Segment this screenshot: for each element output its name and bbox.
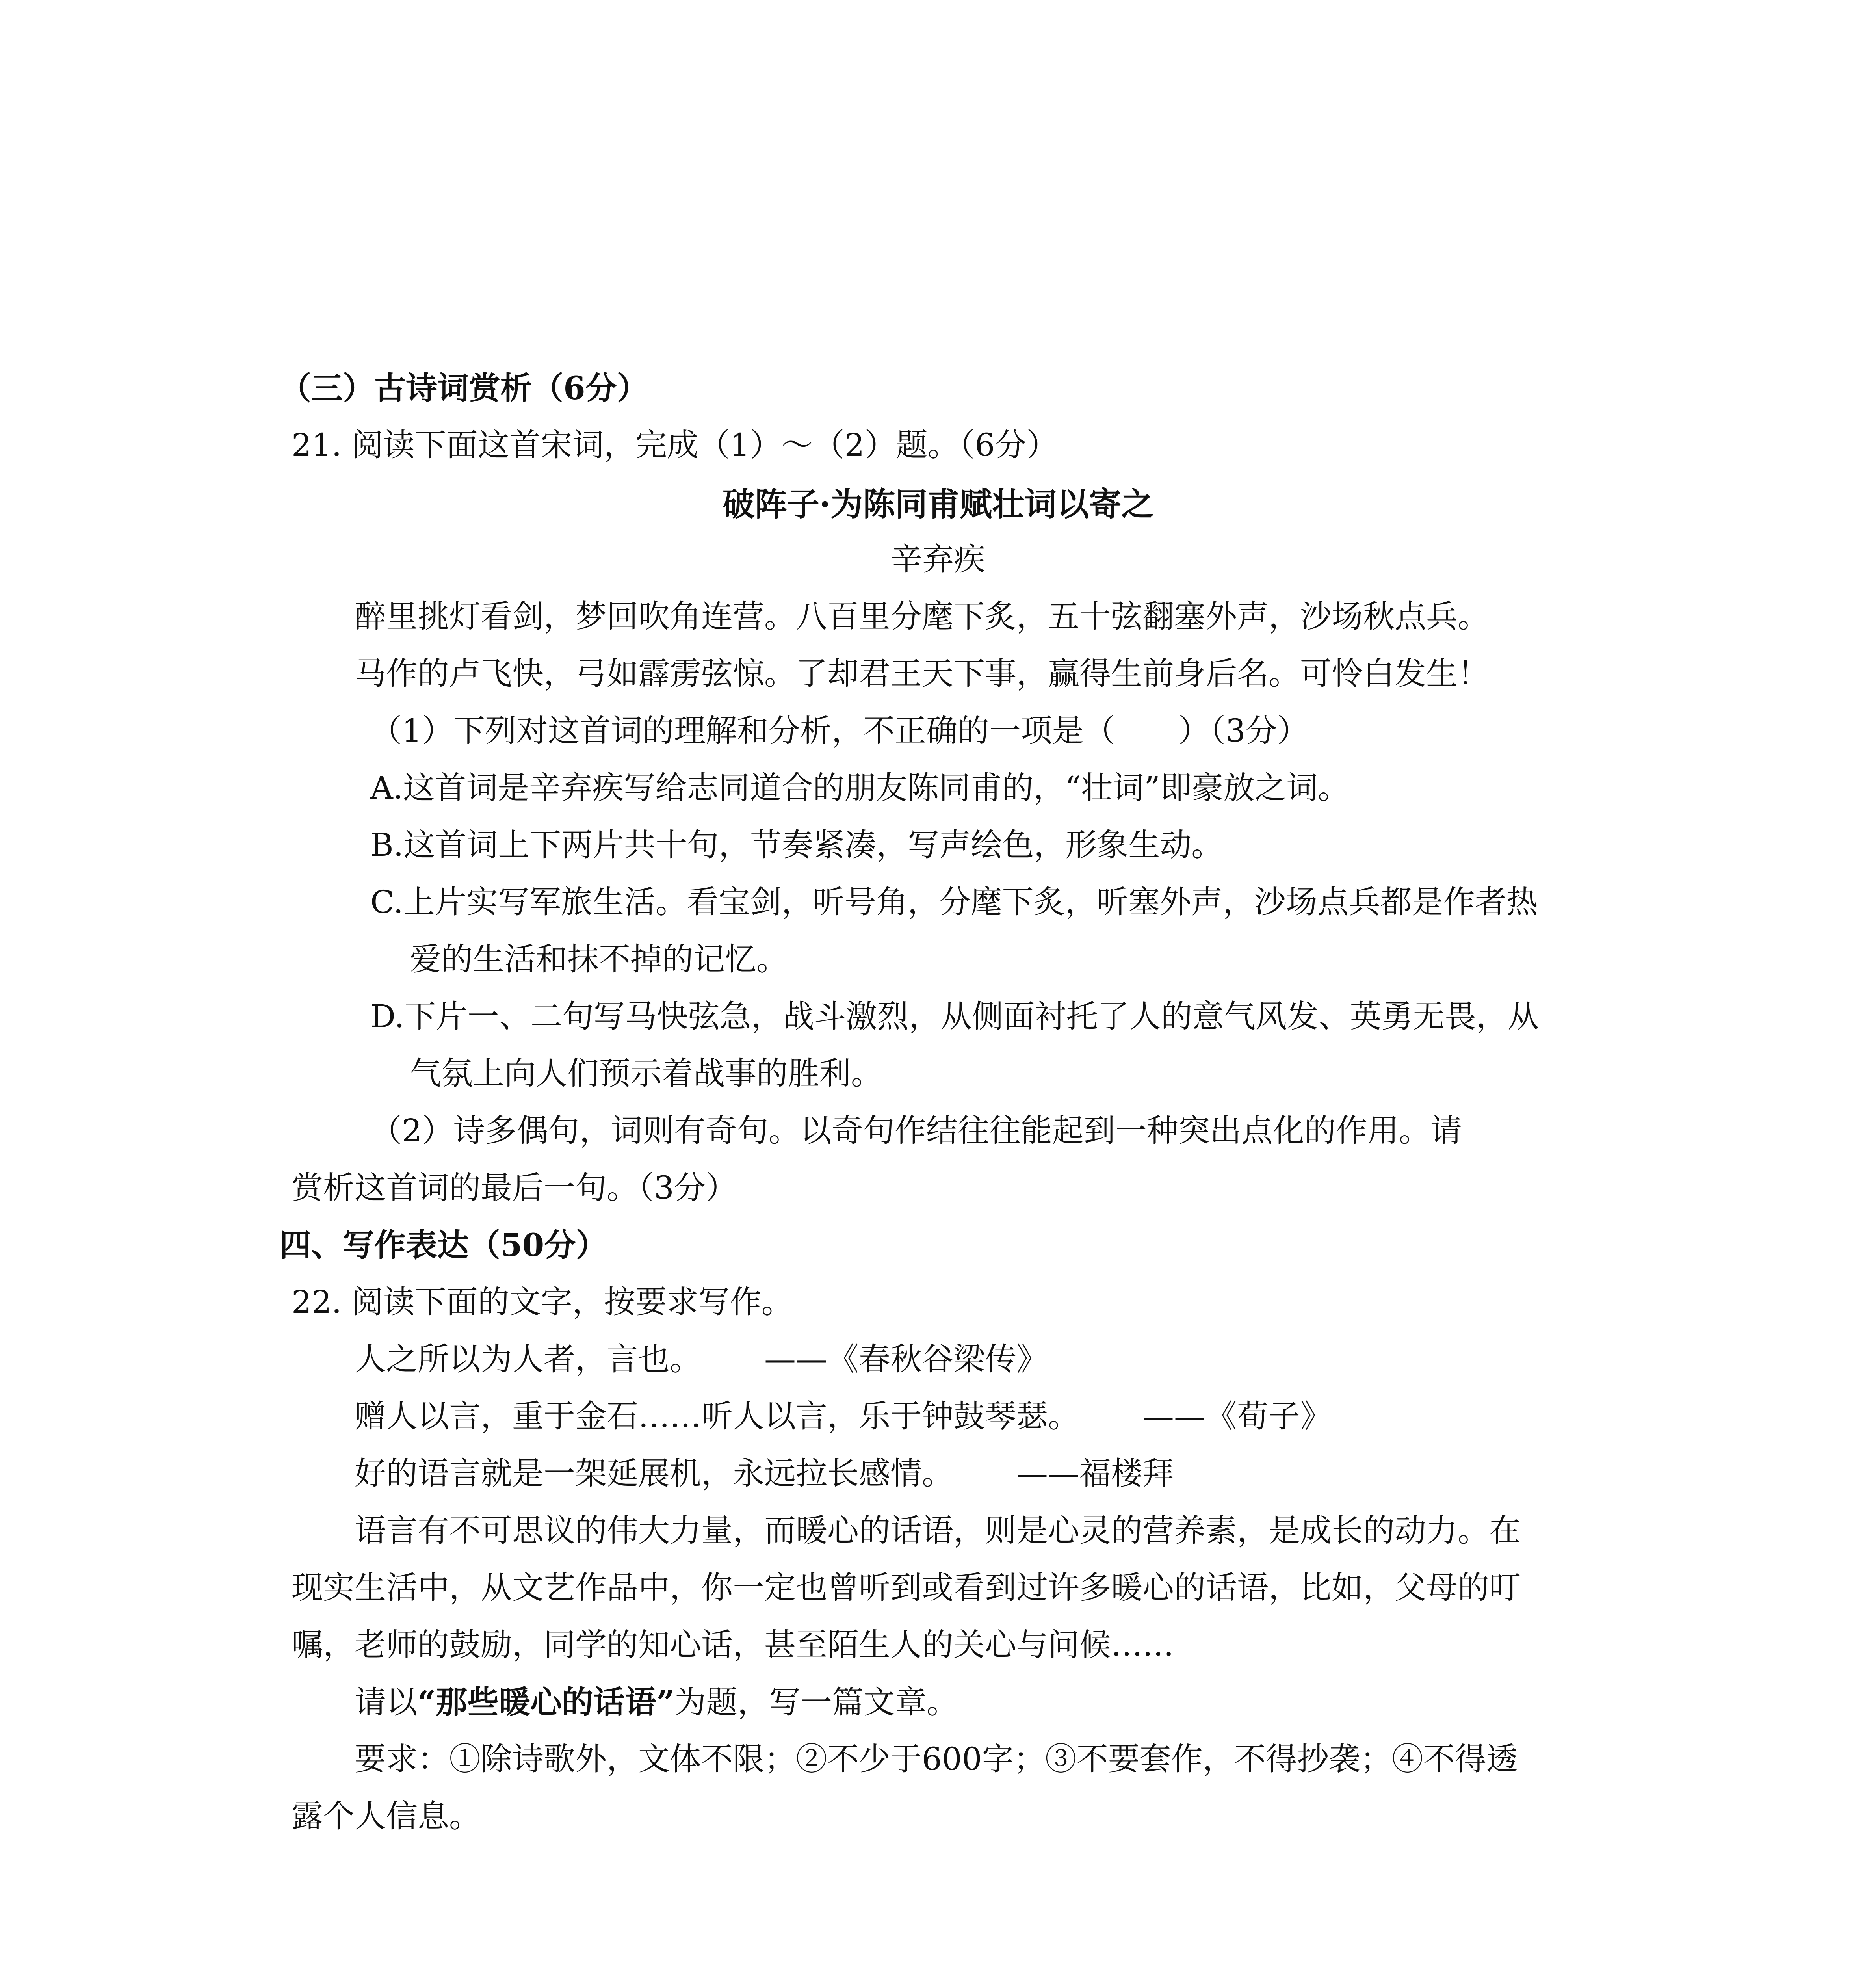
material-line: 嘱，老师的鼓励，同学的知心话，甚至陌生人的关心与问候……: [292, 1626, 1174, 1663]
quote-text: 赠人以言，重于金石……听人以言，乐于钟鼓琴瑟。: [355, 1398, 1079, 1435]
quote-text: 人之所以为人者，言也。: [355, 1341, 701, 1377]
option-b: B.这首词上下两片共十句，节奏紧凑，写声绘色，形象生动。: [370, 827, 1223, 863]
poem-author: 辛弃疾: [891, 541, 985, 578]
quote-2: [355, 1395, 1332, 1438]
q21-prompt: 21. 阅读下面这首宋词，完成（1）～（2）题。（6分）: [292, 427, 1058, 463]
task-title: “那些暖心的话语”: [418, 1684, 675, 1721]
quote-source: ——福楼拜: [1016, 1455, 1174, 1492]
material-line: 语言有不可思议的伟大力量，而暖心的话语，则是心灵的营养素，是成长的动力。在: [355, 1512, 1521, 1549]
requirements-line: 要求：①除诗歌外，文体不限；②不少于600字；③不要套作，不得抄袭；④不得透: [355, 1741, 1518, 1777]
quote-3: [355, 1452, 1174, 1495]
section3-heading: （三）古诗词赏析（6分）: [280, 370, 648, 407]
q21-sub2-line2: 赏析这首词的最后一句。（3分）: [292, 1169, 737, 1206]
quote-text: 好的语言就是一架延展机，永远拉长感情。: [355, 1455, 953, 1492]
task-suffix: 为题，写一篇文章。: [674, 1684, 958, 1721]
option-d-cont: 气氛上向人们预示着战事的胜利。: [410, 1055, 882, 1092]
option-a: A.这首词是辛弃疾写给志同道合的朋友陈同甫的，“壮词”即豪放之词。: [370, 769, 1349, 806]
poem-line: 马作的卢飞快，弓如霹雳弦惊。了却君王天下事，赢得生前身后名。可怜白发生！: [355, 655, 1489, 692]
poem-title: 破阵子·为陈同甫赋壮词以寄之: [722, 485, 1154, 523]
option-c: C.上片实写军旅生活。看宝剑，听号角，分麾下炙，听塞外声，沙场点兵都是作者热: [370, 884, 1538, 920]
task-prefix: 请以: [355, 1684, 418, 1721]
quote-source: ——《春秋谷梁传》: [764, 1341, 1048, 1377]
q21-sub1-prompt: （1）下列对这首词的理解和分析，不正确的一项是（ ）（3分）: [370, 712, 1309, 749]
quote-source: ——《荀子》: [1142, 1398, 1332, 1435]
requirements-line: 露个人信息。: [292, 1798, 481, 1834]
section4-heading: 四、写作表达（50分）: [280, 1227, 607, 1264]
poem-line: 醉里挑灯看剑，梦回吹角连营。八百里分麾下炙，五十弦翻塞外声，沙场秋点兵。: [355, 598, 1489, 635]
q22-prompt: 22. 阅读下面的文字，按要求写作。: [292, 1284, 793, 1320]
material-line: 现实生活中，从文艺作品中，你一定也曾听到或看到过许多暖心的话语，比如，父母的叮: [292, 1569, 1521, 1606]
q21-sub2-line1: （2）诗多偶句，词则有奇句。以奇句作结往往能起到一种突出点化的作用。请: [370, 1112, 1462, 1149]
option-d: D.下片一、二句写马快弦急，战斗激烈，从侧面衬托了人的意气风发、英勇无畏，从: [370, 998, 1539, 1035]
writing-task: [355, 1680, 958, 1724]
option-c-cont: 爱的生活和抹不掉的记忆。: [410, 941, 788, 978]
quote-1: [355, 1338, 1048, 1381]
